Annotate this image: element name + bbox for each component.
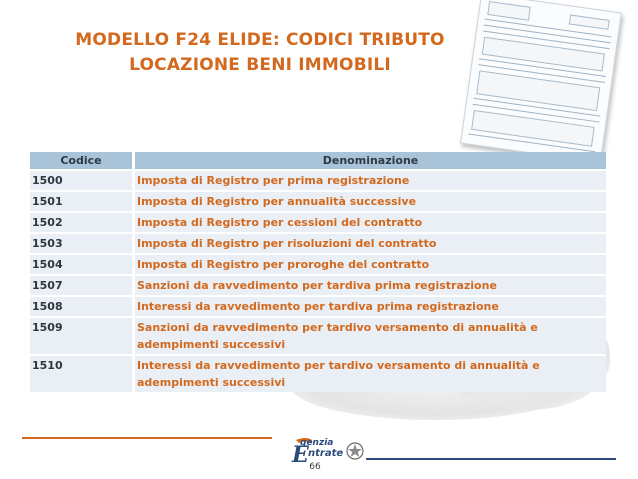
table-row: [30, 317, 606, 355]
cell-code: 1502: [30, 212, 134, 233]
footer-line-right: [366, 458, 616, 460]
table-row: [30, 191, 606, 212]
cell-code: 1503: [30, 233, 134, 254]
cell-name: Interessi da ravvedimento per tardivo versamento di annualità e adempimenti successivi: [134, 355, 607, 392]
table-header-row: [30, 152, 606, 170]
table-row: [30, 355, 606, 392]
cell-name: Sanzioni da ravvedimento per tardivo versamento di annualità e adempimenti successivi: [134, 317, 607, 355]
title-line-1: MODELLO F24 ELIDE: CODICI TRIBUTO: [75, 30, 445, 50]
cell-code: 1500: [30, 170, 134, 191]
cell-name: Imposta di Registro per annualità successive: [134, 191, 607, 212]
cell-name: Interessi da ravvedimento per tardiva prima registrazione: [134, 296, 607, 317]
column-header-code: Codice: [30, 152, 134, 170]
svg-text:E: E: [292, 442, 309, 466]
table-row: [30, 254, 606, 275]
title-line-2: LOCAZIONE BENI IMMOBILI: [129, 55, 391, 75]
cell-name: Imposta di Registro per risoluzioni del contratto: [134, 233, 607, 254]
cell-name: Imposta di Registro per proroghe del contratto: [134, 254, 607, 275]
cell-code: 1510: [30, 355, 134, 392]
table-row: [30, 170, 606, 191]
logo-text-entrate: ntrate: [308, 448, 344, 459]
page-number: 66: [309, 462, 321, 472]
table-row: [30, 275, 606, 296]
f24-form-thumbnail: [460, 0, 622, 163]
cell-code: 1509: [30, 317, 134, 355]
table-row: [30, 212, 606, 233]
column-header-name: Denominazione: [134, 152, 607, 170]
table-row: [30, 233, 606, 254]
cell-code: 1507: [30, 275, 134, 296]
cell-name: Sanzioni da ravvedimento per tardiva prima registrazione: [134, 275, 607, 296]
form-box: [569, 14, 610, 29]
cell-code: 1504: [30, 254, 134, 275]
logo-text-agenzia: genzia: [300, 438, 334, 448]
cell-code: 1508: [30, 296, 134, 317]
footer-line-left: [22, 437, 272, 439]
cell-name: Imposta di Registro per cessioni del contratto: [134, 212, 607, 233]
italian-emblem-icon: [346, 440, 364, 462]
table-row: [30, 296, 606, 317]
cell-name: Imposta di Registro per prima registrazione: [134, 170, 607, 191]
form-box: [471, 110, 595, 147]
slide-title: [20, 28, 500, 78]
cell-code: 1501: [30, 191, 134, 212]
tax-codes-table: [30, 152, 606, 392]
form-header-box: [487, 1, 531, 21]
